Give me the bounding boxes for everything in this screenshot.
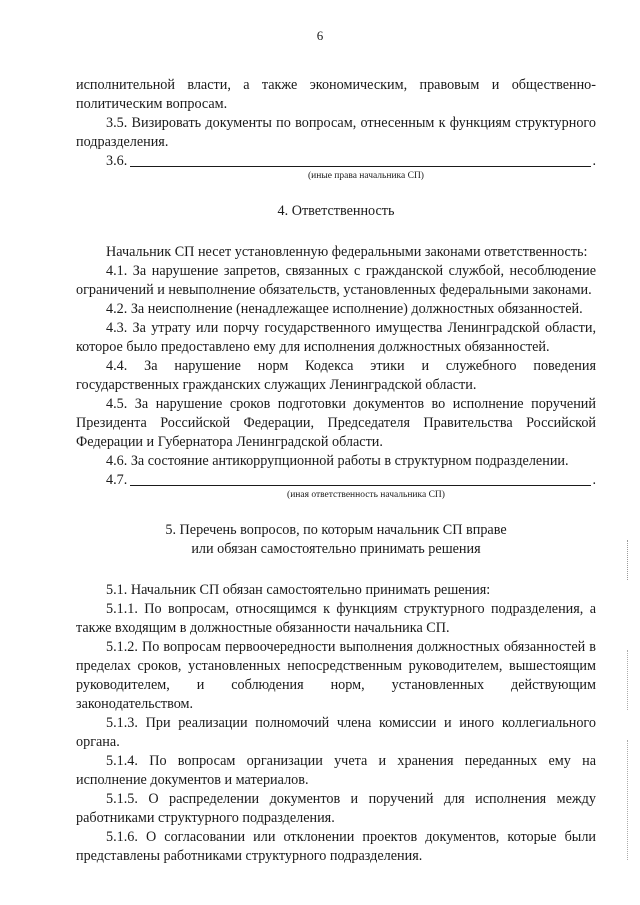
paragraph-3-5: 3.5. Визировать документы по вопросам, отнесенным к функциям структурного подразделения.: [76, 115, 596, 150]
section-heading-5-line-1: 5. Перечень вопросов, по которым начальник СП вправе: [165, 522, 507, 538]
paragraph-4-6: 4.6. За состояние антикоррупционной работы в структурном подразделении.: [106, 453, 569, 469]
paragraph-5-1-1: 5.1.1. По вопросам, относящимся к функциям структурного подразделения, а также входящим в должностные обязанности начальника СП.: [76, 601, 596, 636]
caption-3-6: (иные права начальника СП): [308, 171, 424, 181]
paragraph-4-1: 4.1. За нарушение запретов, связанных с гражданской службой, несоблюдение ограничений и невыполнение обязательств, установленных федеральными законами.: [76, 263, 596, 298]
paragraph-3-6: 3.6. .: [76, 152, 596, 171]
paragraph-4-4: 4.4. За нарушение норм Кодекса этики и служебного поведения государственных гражданских служащих Ленинградской области.: [76, 358, 596, 393]
blank-line: [130, 153, 591, 167]
section-heading-4: 4. Ответственность: [277, 203, 395, 219]
page-content: [76, 76, 596, 866]
paragraph-4-5: 4.5. За нарушение сроков подготовки документов во исполнение поручений Президента Российской Федерации, Председателя Правительства Российской Федерации и Губернатора Ленинградской области.: [76, 396, 596, 450]
blank-line: [130, 472, 591, 486]
paragraph-continuation: исполнительной власти, а также экономическим, правовым и общественно-политическим вопросам.: [76, 77, 596, 112]
paragraph-3-6-number: 3.6.: [106, 153, 128, 169]
paragraph-5-1-3: 5.1.3. При реализации полномочий члена комиссии и иного коллегиального органа.: [76, 715, 596, 750]
scan-edge-mark: [627, 650, 632, 710]
paragraph-4-7: 4.7. .: [76, 471, 596, 490]
paragraph-4-3: 4.3. За утрату или порчу государственного имущества Ленинградской области, которое было предоставлено ему для исполнения должностных обязанностей.: [76, 320, 596, 355]
scan-edge-mark: [627, 540, 632, 580]
paragraph-5-1: 5.1. Начальник СП обязан самостоятельно принимать решения:: [106, 582, 491, 598]
paragraph-5-1-2: 5.1.2. По вопросам первоочередности выполнения должностных обязанностей в пределах сроков, установленных непосредственным руководителем, вышестоящим руководителем, и соблюдения норм, установленных действующим законодательством.: [76, 639, 596, 712]
page-number: 6: [316, 28, 324, 43]
paragraph-5-1-5: 5.1.5. О распределении документов и поручений для исполнения между работниками структурного подразделения.: [76, 791, 596, 826]
paragraph-4-7-number: 4.7.: [106, 472, 128, 488]
scan-edge-mark: [627, 740, 632, 860]
paragraph-5-1-6: 5.1.6. О согласовании или отклонении проектов документов, которые были представлены работниками структурного подразделения.: [76, 829, 596, 864]
paragraph-4-intro: Начальник СП несет установленную федеральными законами ответственность:: [106, 244, 588, 260]
paragraph-5-1-4: 5.1.4. По вопросам организации учета и хранения переданных ему на исполнение документов и материалов.: [76, 753, 596, 788]
paragraph-4-2: 4.2. За неисполнение (ненадлежащее исполнение) должностных обязанностей.: [106, 301, 583, 317]
caption-4-7: (иная ответственность начальника СП): [287, 490, 445, 500]
section-heading-5-line-2: или обязан самостоятельно принимать решения: [191, 541, 481, 557]
